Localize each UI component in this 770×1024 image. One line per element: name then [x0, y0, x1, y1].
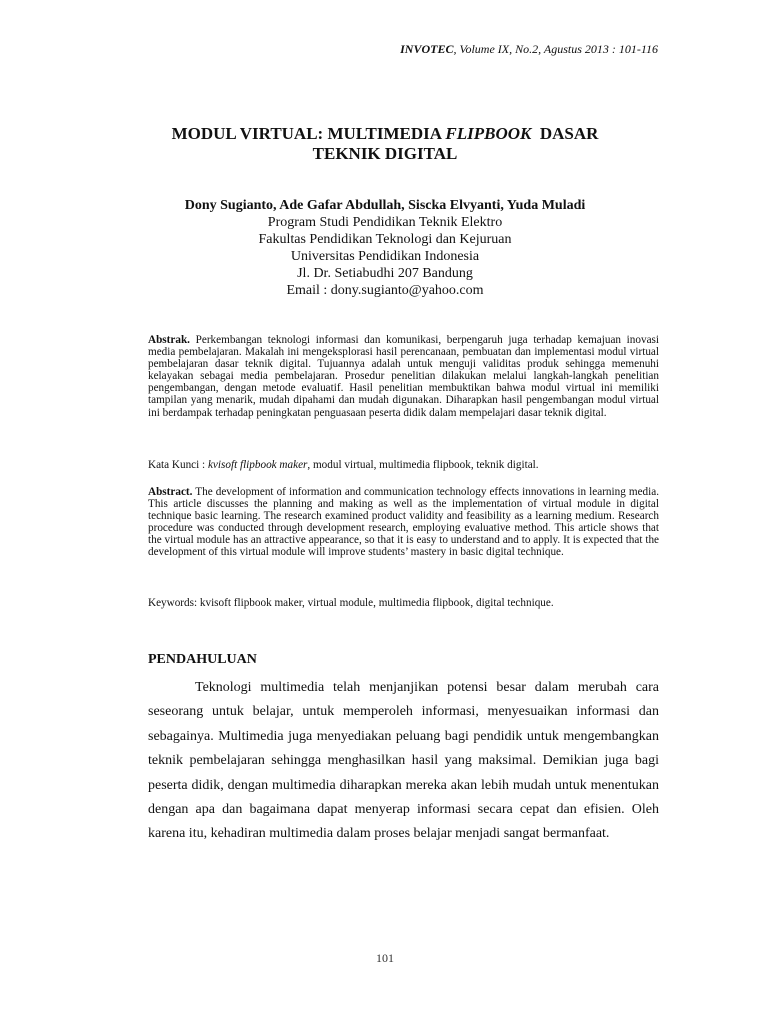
title-italic: FLIPBOOK: [445, 124, 532, 143]
abstract-english: [148, 486, 659, 559]
title-line-2: TEKNIK DIGITAL: [312, 144, 458, 163]
affiliation-line: Jl. Dr. Setiabudhi 207 Bandung: [297, 266, 473, 281]
paragraph-text: Teknologi multimedia telah menjanjikan potensi besar dalam merubah cara seseorang untuk belajar, untuk memperoleh informasi, menyesuaikan informasi dan sebagainya. Multimedia juga menyediakan peluang bagi pendidik untuk mengembangkan teknik pembelajaran sehingga menghasilkan hasil yang maksimal. Demikian juga bagi peserta didik, dengan multimedia diharapkan mereka akan lebih mudah untuk menentukan dengan apa dan bagaimana dapat menyerap informasi secara cepat dan efisien. Oleh karena itu, kehadiran multimedia dalam proses belajar menjadi sangat bermanfaat.: [148, 680, 659, 842]
journal-details: , Volume IX, No.2, Agustus 2013 : 101-116: [453, 42, 658, 56]
section-heading: PENDAHULUAN: [148, 652, 257, 667]
title-prefix: MODUL VIRTUAL: MULTIMEDIA: [171, 124, 446, 143]
kata-kunci-label: Kata Kunci :: [148, 459, 208, 471]
affiliation-line: Fakultas Pendidikan Teknologi dan Kejuruan: [258, 232, 512, 247]
abstrak-indonesian: [148, 334, 659, 419]
paper-title: [0, 124, 770, 164]
kata-kunci: [148, 459, 659, 472]
journal-name: INVOTEC: [400, 42, 454, 56]
abstract-label: Abstract.: [148, 486, 193, 498]
page-number: 101: [376, 951, 394, 965]
keywords: Keywords: kvisoft flipbook maker, virtual module, multimedia flipbook, digital technique.: [148, 597, 554, 609]
author-names: Dony Sugianto, Ade Gafar Abdullah, Siscka Elvyanti, Yuda Muladi: [184, 198, 586, 213]
affiliation-line: Universitas Pendidikan Indonesia: [290, 249, 480, 264]
abstract-text: The development of information and communication technology effects innovations in learning media. This article discusses the planning and making as well as the implementation of virtual module in digital technique basic learning. The research examined product validity and feasibility as a learning medium. Research procedure was conducted through development research, employing evaluative method. This article shows that the virtual module has an attractive appearance, so that it is easy to understand and to apply. It is expected that the development of this virtual module will improve students’ mastery in basic digital technique.: [148, 486, 659, 559]
abstrak-label: Abstrak.: [148, 334, 190, 346]
title-suffix: DASAR: [531, 124, 599, 143]
author-block: [0, 197, 770, 299]
author-email: Email : dony.sugianto@yahoo.com: [286, 283, 484, 298]
running-header: [400, 42, 658, 57]
affiliation-line: Program Studi Pendidikan Teknik Elektro: [267, 215, 503, 230]
body-paragraph: [148, 676, 659, 847]
title-line-1: [0, 124, 770, 144]
abstrak-text: Perkembangan teknologi informasi dan komunikasi, berpengaruh juga terhadap kemajuan inovasi media pembelajaran. Makalah ini mengeksplorasi hasil perencanaan, pembuatan dan implementasi modul virtual pembelajaran dasar teknik digital. Tujuannya adalah untuk menguji validitas produk sehingga memenuhi kelayakan sebagai media pembelajaran. Prosedur penelitian dilakukan melalui langkah-langkah penelitian pengembangan, dengan metode evaluatif. Hasil penelitian membuktikan bahwa modul virtual ini memiliki tampilan yang menarik, mudah dipahami dan mudah digunakan. Diharapkan hasil pengembangan modul virtual ini berdampak terhadap peningkatan penguasaan peserta didik dalam mempelajari dasar teknik digital.: [148, 334, 659, 419]
kata-kunci-italic: kvisoft flipbook maker: [207, 459, 308, 471]
kata-kunci-text: , modul virtual, multimedia flipbook, teknik digital.: [307, 459, 539, 471]
